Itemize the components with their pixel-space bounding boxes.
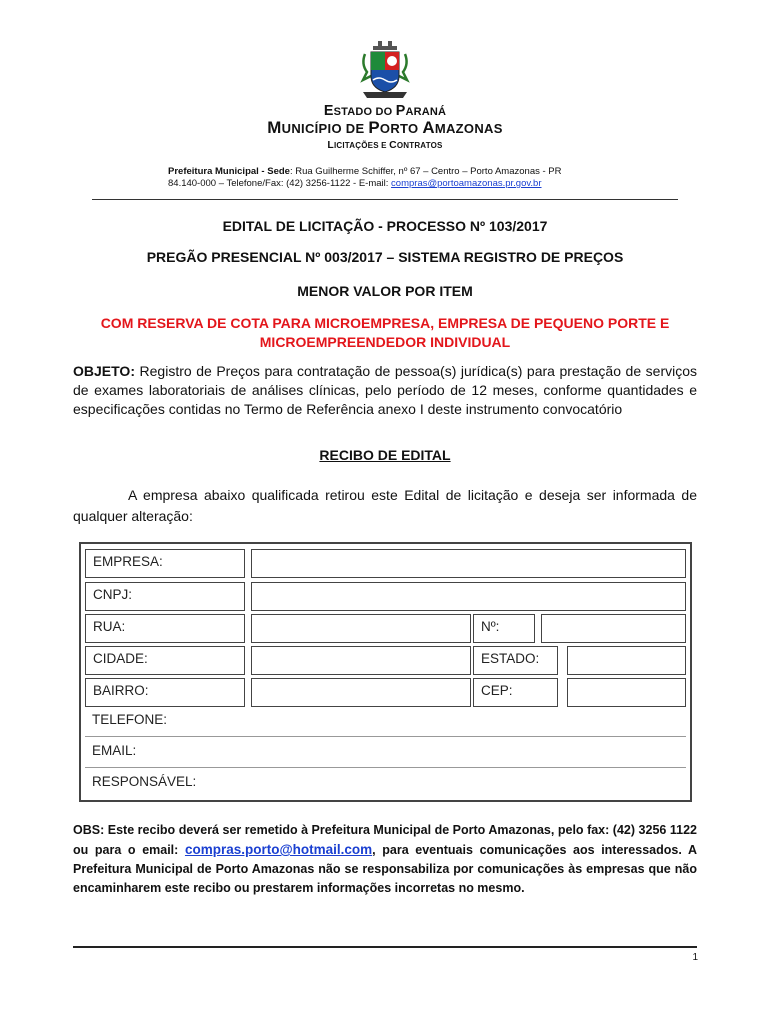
intro-paragraph: A empresa abaixo qualificada retirou este Edital de licitação e deseja ser informada de qualquer alteração: xyxy=(73,487,697,524)
numero-field[interactable] xyxy=(541,614,686,643)
address-line-1: Prefeitura Municipal - Sede: Rua Guilherme Schiffer, nº 67 – Centro – Porto Amazonas - PR xyxy=(168,166,562,177)
header-divider xyxy=(92,199,678,200)
bairro-field[interactable] xyxy=(251,678,471,707)
estado-field[interactable] xyxy=(567,646,686,675)
reservation-notice: COM RESERVA DE COTA PARA MICROEMPRESA, EMPRESA DE PEQUENO PORTE E MICROEMPREENDEDOR INDIVIDUAL xyxy=(100,315,670,350)
address-line-2: 84.140-000 – Telefone/Fax: (42) 3256-1122 - E-mail: compras@portoamazonas.pr.gov.br xyxy=(168,178,542,189)
receipt-form xyxy=(79,542,692,802)
email-field[interactable]: EMAIL: xyxy=(85,739,686,768)
cep-label: CEP: xyxy=(473,678,558,707)
responsavel-field[interactable]: RESPONSÁVEL: xyxy=(85,770,686,799)
state-heading: ESTADO DO PARANÁ xyxy=(323,103,447,119)
department-heading: LICITAÇÕES E CONTRATOS xyxy=(327,140,443,151)
rua-label: RUA: xyxy=(85,614,245,643)
estado-label: ESTADO: xyxy=(473,646,558,675)
rua-field[interactable] xyxy=(251,614,471,643)
edital-title: EDITAL DE LICITAÇÃO - PROCESSO Nº 103/2017 xyxy=(222,218,548,234)
empresa-field[interactable] xyxy=(251,549,686,578)
cep-field[interactable] xyxy=(567,678,686,707)
pregao-title: PREGÃO PRESENCIAL Nº 003/2017 – SISTEMA REGISTRO DE PREÇOS xyxy=(146,249,624,265)
municipal-coat-of-arms-icon xyxy=(357,40,413,100)
cidade-field[interactable] xyxy=(251,646,471,675)
cnpj-label: CNPJ: xyxy=(85,582,245,611)
empresa-label: EMPRESA: xyxy=(85,549,245,578)
bairro-label: BAIRRO: xyxy=(85,678,245,707)
page-number: 1 xyxy=(692,952,698,963)
observation-paragraph: OBS: Este recibo deverá ser remetido à Prefeitura Municipal de Porto Amazonas, pelo fax: (42) 3256 1122 ou para o email: compras.porto@hotmail.com, para eventuais comunicações aos interessados. A Prefeitura Municipal de Porto Amazonas não se responsabiliza por comunicações às empresas que não encaminharem este recibo ou prestarem informações incorretas no mesmo. xyxy=(73,823,697,895)
cidade-label: CIDADE: xyxy=(85,646,245,675)
objeto-paragraph: OBJETO: Registro de Preços para contratação de pessoa(s) jurídica(s) para prestação de serviços de exames laboratoriais de análises clínicas, pelo período de 12 meses, conforme quantidades e especificações contidas no Termo de Referência anexo I deste instrumento convocatório xyxy=(73,363,697,417)
telefone-field[interactable]: TELEFONE: xyxy=(85,708,686,737)
cnpj-field[interactable] xyxy=(251,582,686,611)
receipt-title: RECIBO DE EDITAL xyxy=(319,447,451,463)
obs-email-link[interactable]: compras.porto@hotmail.com xyxy=(184,842,373,857)
footer-divider xyxy=(73,946,697,948)
header-email-link[interactable]: compras@portoamazonas.pr.gov.br xyxy=(391,178,542,189)
numero-label: Nº: xyxy=(473,614,535,643)
criterion-title: MENOR VALOR POR ITEM xyxy=(297,283,473,299)
municipality-heading: MUNICÍPIO DE PORTO AMAZONAS xyxy=(267,118,503,137)
